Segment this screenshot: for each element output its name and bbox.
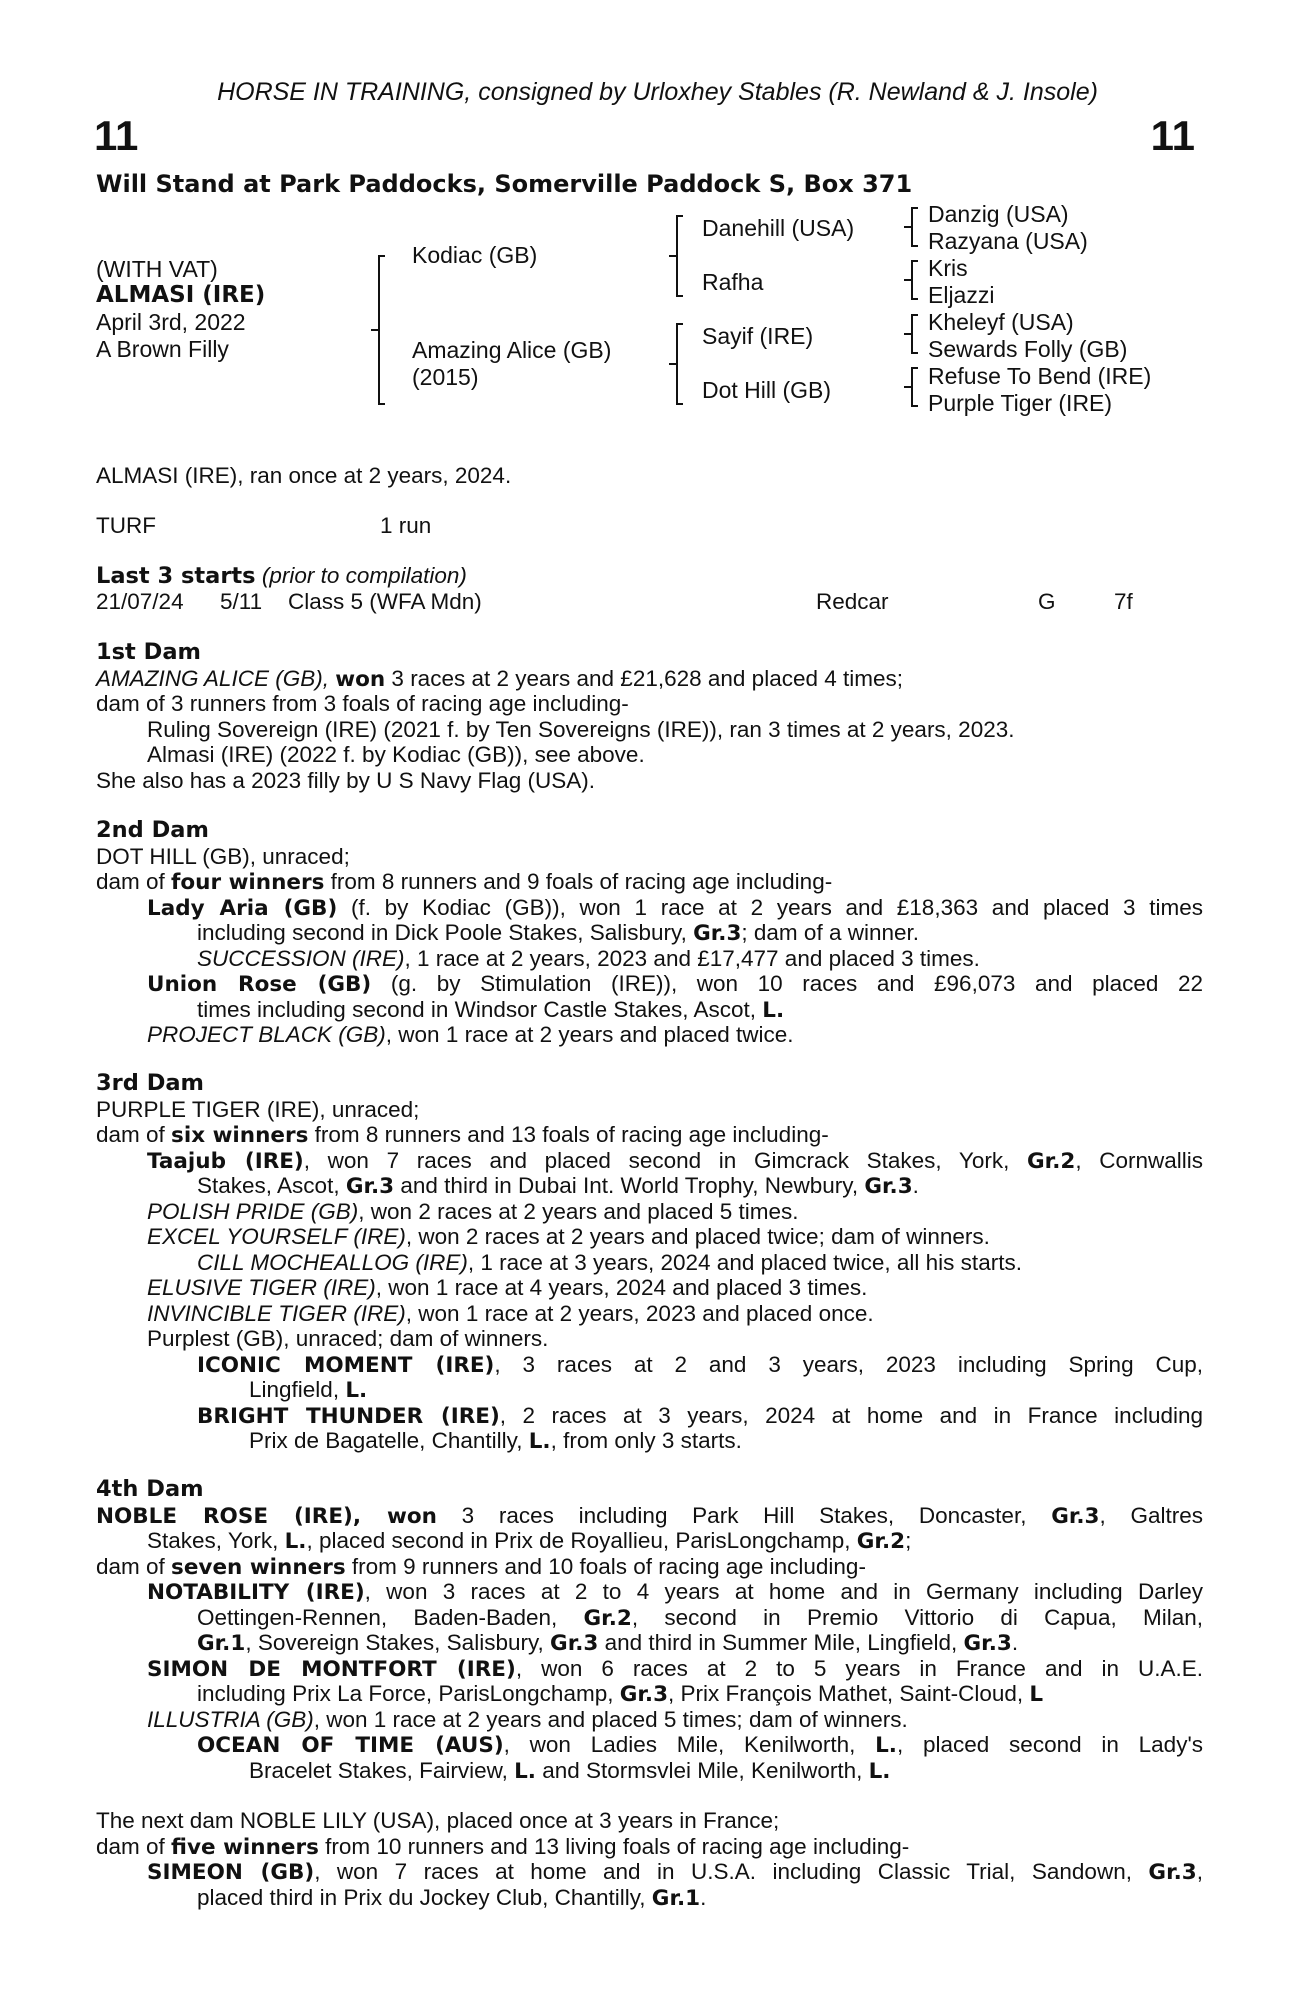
last-starts-heading: [96, 563, 467, 590]
progeny-line: Ruling Sovereign (IRE) (2021 f. by Ten Sovereigns (IRE)), ran 3 times at 2 years, 2023.: [147, 716, 1015, 742]
catalogue-heading: HORSE IN TRAINING, consigned by Urloxhey Stables (R. Newland & J. Insole): [217, 78, 1098, 106]
progeny-line: Purplest (GB), unraced; dam of winners.: [147, 1326, 549, 1351]
progeny-line: ILLUSTRIA (GB), won 1 race at 2 years and placed 5 times; dam of winners.: [147, 1706, 908, 1732]
progeny-line: BRIGHT THUNDER (IRE), 2 races at 3 years, 2024 at home and in France including: [197, 1402, 1203, 1429]
progeny-line: ICONIC MOMENT (IRE), 3 races at 2 and 3 years, 2023 including Spring Cup,: [197, 1351, 1203, 1378]
section-heading: 4th Dam: [96, 1476, 204, 1502]
gen3-ancestor: Kris: [928, 255, 968, 281]
progeny-line: placed third in Prix du Jockey Club, Chantilly, Gr.1.: [197, 1884, 707, 1911]
first-dam-section: [96, 640, 1203, 793]
progeny-line: PROJECT BLACK (GB), won 1 race at 2 years and placed twice.: [147, 1022, 794, 1047]
start-distance: 7f: [1114, 589, 1133, 614]
dam-line: She also has a 2023 filly by U S Navy Flag (USA).: [96, 767, 595, 793]
second-dam-section: [96, 818, 1203, 1048]
progeny-line: Gr.1, Sovereign Stakes, Salisbury, Gr.3 and third in Summer Mile, Lingfield, Gr.3.: [197, 1630, 1019, 1656]
horse-name: ALMASI (IRE): [96, 282, 266, 308]
progeny-line: NOTABILITY (IRE), won 3 races at 2 to 4 years at home and in Germany including Darley: [147, 1579, 1203, 1605]
sire-dam: Rafha: [702, 269, 764, 295]
race-record-summary: ALMASI (IRE), ran once at 2 years, 2024.: [96, 463, 512, 488]
stand-location: Will Stand at Park Paddocks, Somerville Paddock S, Box 371: [96, 170, 913, 198]
section-heading: 1st Dam: [96, 639, 201, 665]
dam-line: The next dam NOBLE LILY (USA), placed once at 3 years in France;: [96, 1808, 780, 1833]
dam-line: PURPLE TIGER (IRE), unraced;: [96, 1096, 420, 1122]
progeny-line: SUCCESSION (IRE), 1 race at 2 years, 2023 and £17,477 and placed 3 times.: [197, 945, 980, 971]
progeny-line: including Prix La Force, ParisLongchamp, Gr.3, Prix François Mathet, Saint-Cloud, L: [197, 1681, 1044, 1707]
dam-line: dam of seven winners from 9 runners and 10 foals of racing age including-: [96, 1553, 866, 1580]
start-course: Redcar: [816, 589, 889, 614]
progeny-line: Stakes, Ascot, Gr.3 and third in Dubai Int. World Trophy, Newbury, Gr.3.: [197, 1173, 919, 1199]
start-going: G: [1038, 589, 1056, 614]
gen3-ancestor: Sewards Folly (GB): [928, 336, 1128, 362]
section-heading: 2nd Dam: [96, 817, 209, 843]
gen3-ancestor: Eljazzi: [928, 282, 995, 308]
progeny-line: times including second in Windsor Castle Stakes, Ascot, L.: [197, 996, 785, 1023]
sire-name: Kodiac (GB): [412, 242, 538, 268]
horse-description: A Brown Filly: [96, 336, 229, 362]
start-position: 5/11: [220, 589, 263, 614]
lot-number-right: 11: [1150, 112, 1195, 159]
gen3-ancestor: Kheleyf (USA): [928, 309, 1074, 335]
section-heading: 3rd Dam: [96, 1070, 204, 1096]
progeny-line: Taajub (IRE), won 7 races and placed second in Gimcrack Stakes, York, Gr.2, Cornwallis: [147, 1147, 1204, 1174]
progeny-line: CILL MOCHEALLOG (IRE), 1 race at 3 years, 2024 and placed twice, all his starts.: [197, 1249, 1022, 1275]
vat-note: (WITH VAT): [96, 256, 218, 282]
lot-number-left: 11: [94, 112, 139, 159]
progeny-line: Prix de Bagatelle, Chantilly, L., from only 3 starts.: [249, 1428, 742, 1454]
dam-line: dam of five winners from 10 runners and 13 living foals of racing age including-: [96, 1833, 910, 1860]
foaling-date: April 3rd, 2022: [96, 309, 246, 335]
gen3-ancestor: Danzig (USA): [928, 201, 1069, 227]
dam-line: Stakes, York, L., placed second in Prix de Royallieu, ParisLongchamp, Gr.2;: [147, 1528, 912, 1554]
progeny-line: ELUSIVE TIGER (IRE), won 1 race at 4 years, 2024 and placed 3 times.: [147, 1275, 868, 1300]
start-class: Class 5 (WFA Mdn): [288, 589, 482, 614]
third-dam-section: [96, 1071, 1203, 1454]
last-starts-note: (prior to compilation): [261, 563, 467, 588]
progeny-line: Union Rose (GB) (g. by Stimulation (IRE)), won 10 races and £96,073 and placed 22: [147, 971, 1204, 997]
dam-line: dam of 3 runners from 3 foals of racing age including-: [96, 691, 629, 716]
start-date: 21/07/24: [96, 589, 184, 614]
gen3-ancestor: Refuse To Bend (IRE): [928, 363, 1152, 389]
progeny-line: SIMEON (GB), won 7 races at home and in U.S.A. including Classic Trial, Sandown, Gr.3,: [147, 1859, 1203, 1885]
gen3-ancestor: Purple Tiger (IRE): [928, 390, 1113, 416]
progeny-line: Oettingen-Rennen, Baden-Baden, Gr.2, second in Premio Vittorio di Capua, Milan,: [197, 1604, 1203, 1631]
dam-year: (2015): [412, 364, 479, 390]
dam-line: DOT HILL (GB), unraced;: [96, 843, 350, 869]
gen3-ancestor: Razyana (USA): [928, 228, 1088, 254]
run-count: 1 run: [380, 513, 432, 538]
progeny-line: EXCEL YOURSELF (IRE), won 2 races at 2 years and placed twice; dam of winners.: [147, 1224, 990, 1249]
dam-dam: Dot Hill (GB): [702, 377, 832, 403]
progeny-line: SIMON DE MONTFORT (IRE), won 6 races at 2 to 5 years in France and in U.A.E.: [147, 1655, 1203, 1682]
progeny-line: Lingfield, L.: [249, 1377, 368, 1403]
progeny-line: including second in Dick Poole Stakes, Salisbury, Gr.3; dam of a winner.: [197, 920, 920, 946]
progeny-line: Lady Aria (GB) (f. by Kodiac (GB)), won 1 race at 2 years and £18,363 and placed 3 times: [147, 894, 1203, 921]
fourth-dam-section: [96, 1477, 1203, 1783]
surface-label: TURF: [96, 513, 156, 538]
progeny-line: Bracelet Stakes, Fairview, L. and Stormsvlei Mile, Kenilworth, L.: [249, 1757, 891, 1784]
next-dam-section: [96, 1808, 1203, 1910]
progeny-line: OCEAN OF TIME (AUS), won Ladies Mile, Kenilworth, L., placed second in Lady's: [197, 1732, 1203, 1758]
dam-line: dam of six winners from 8 runners and 13 foals of racing age including-: [96, 1122, 829, 1148]
dam-line: AMAZING ALICE (GB), won 3 races at 2 years and £21,628 and placed 4 times;: [96, 665, 904, 692]
sire-sire: Danehill (USA): [702, 215, 855, 241]
progeny-line: INVINCIBLE TIGER (IRE), won 1 race at 2 years, 2023 and placed once.: [147, 1300, 874, 1326]
last-starts-title: Last 3 starts: [96, 563, 256, 589]
progeny-line: Almasi (IRE) (2022 f. by Kodiac (GB)), see above.: [147, 742, 645, 767]
dam-name: Amazing Alice (GB): [412, 337, 612, 363]
progeny-line: POLISH PRIDE (GB), won 2 races at 2 years and placed 5 times.: [147, 1198, 799, 1224]
dam-line: NOBLE ROSE (IRE), won 3 races including Park Hill Stakes, Doncaster, Gr.3, Galtres: [96, 1502, 1203, 1529]
dam-sire: Sayif (IRE): [702, 323, 814, 349]
dam-line: dam of four winners from 8 runners and 9 foals of racing age including-: [96, 869, 833, 895]
